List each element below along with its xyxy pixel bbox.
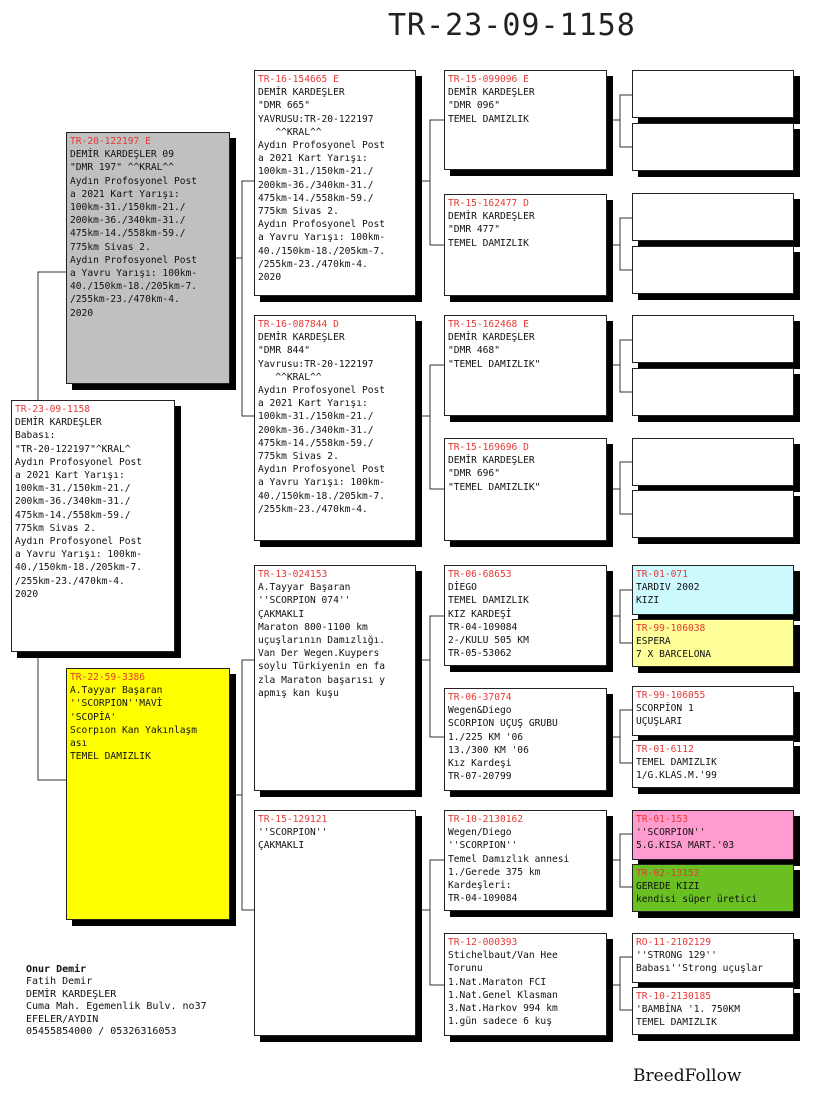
info-line: zla Maraton başarısı y: [258, 674, 386, 686]
info-line: 100km-31./150km-21./: [15, 483, 131, 495]
info-line: a Yavru Yarışı: 100km-: [258, 477, 386, 489]
pedigree-box-gen5-13[interactable]: [632, 810, 794, 860]
info-line: Maraton 800-1100 km: [258, 621, 368, 633]
info-line: 1./Gerede 375 km: [448, 866, 541, 878]
info-line: 1./225 KM '06: [448, 731, 524, 743]
info-line: 1.Nat.Maraton FCI: [448, 976, 547, 988]
ring-number: TR-15-129121: [258, 814, 328, 825]
info-line: a 2021 Kart Yarışı:: [15, 470, 125, 482]
ring-number: TR-15-099096 E: [448, 74, 529, 85]
info-line: GEREDE KIZI: [636, 881, 700, 893]
pedigree-box-dd[interactable]: [254, 810, 416, 1036]
info-line: ''SCORPION 074'': [258, 595, 351, 607]
info-line: Aydın Profosyonel Post: [258, 464, 386, 476]
info-line: 475km-14./558km-59./: [70, 228, 186, 240]
info-line: 40./150km-18./205km-7.: [258, 490, 386, 502]
ring-number: TR-99-106055: [636, 690, 706, 701]
info-line: 13./300 KM '06: [448, 744, 529, 756]
info-line: TR-04-109084: [448, 893, 518, 905]
info-line: 3.Nat.Harkov 994 km: [448, 1003, 558, 1015]
ring-number: TR-23-09-1158: [15, 404, 91, 415]
pedigree-box-ss[interactable]: [254, 70, 416, 296]
pedigree-box-gen5-1[interactable]: [632, 70, 794, 118]
info-line: UÇUŞLARI: [636, 716, 683, 728]
pedigree-box-subject[interactable]: [11, 400, 175, 652]
info-line: 40./150km-18./205km-7.: [70, 281, 198, 293]
info-line: 2-/KULU 505 KM: [448, 635, 529, 647]
owner-line: DEMİR KARDEŞLER: [26, 988, 117, 1000]
info-line: YAVRUSU:TR-20-122197: [258, 113, 374, 125]
info-line: TEMEL DAMIZLIK: [636, 1017, 717, 1029]
info-line: TEMEL DAMIZLIK: [448, 237, 529, 249]
ring-number: TR-02-13152: [636, 868, 700, 879]
info-line: Aydın Profosyonel Post: [258, 140, 386, 152]
pedigree-box-gen5-3[interactable]: [632, 193, 794, 241]
pedigree-box-gen5-11[interactable]: [632, 686, 794, 736]
info-line: /255km-23./470km-4.: [15, 575, 125, 587]
info-line: TR-07-20799: [448, 771, 512, 783]
info-line: DEMİR KARDEŞLER: [258, 332, 345, 344]
ring-number: TR-16-154665 E: [258, 74, 339, 85]
pedigree-box-gen5-8[interactable]: [632, 490, 794, 538]
pedigree-box-sd[interactable]: [254, 315, 416, 541]
info-line: 475km-14./558km-59./: [258, 192, 374, 204]
info-line: ası: [70, 738, 88, 750]
info-line: Aydın Profosyonel Post: [15, 456, 143, 468]
info-line: TARDIV 2002: [636, 582, 700, 594]
owner-line: Cuma Mah. Egemenlik Bulv. no37: [26, 1001, 207, 1013]
pedigree-box-sds[interactable]: [444, 315, 607, 416]
info-line: 475km-14./558km-59./: [15, 509, 131, 521]
pedigree-box-gen5-14[interactable]: [632, 864, 794, 912]
owner-line: Fatih Demir: [26, 976, 93, 988]
info-line: "DMR 197" ^^KRAL^^: [70, 162, 174, 174]
info-line: "TR-20-122197"^KRAL^: [15, 443, 131, 455]
info-line: 200km-36./340km-31./: [15, 496, 131, 508]
info-line: Aydın Profosyonel Post: [70, 175, 198, 187]
info-line: 775km Sivas 2.: [258, 451, 339, 463]
owner-info: [26, 964, 207, 1038]
info-line: 475km-14./558km-59./: [258, 437, 374, 449]
info-line: /255km-23./470km-4.: [258, 503, 368, 515]
info-line: 775km Sivas 2.: [15, 522, 96, 534]
info-line: "TEMEL DAMIZLIK": [448, 481, 541, 493]
info-line: ''SCORPION''MAVİ: [70, 698, 163, 710]
owner-line: 05455854000 / 05326316053: [26, 1026, 177, 1038]
owner-line: EFELER/AYDIN: [26, 1013, 99, 1025]
info-line: TEMEL DAMIZLIK: [448, 595, 529, 607]
info-line: /255km-23./470km-4.: [258, 258, 368, 270]
info-line: a 2021 Kart Yarışı:: [258, 398, 368, 410]
pedigree-box-dds[interactable]: [444, 810, 607, 911]
info-line: 200km-36./340km-31./: [258, 424, 374, 436]
info-line: Wegen&Diego: [448, 705, 512, 717]
ring-number: TR-12-000393: [448, 937, 518, 948]
info-line: 775km Sivas 2.: [70, 241, 151, 253]
info-line: Aydın Profosyonel Post: [15, 536, 143, 548]
info-line: Stichelbaut/Van Hee: [448, 950, 558, 962]
ring-number: TR-20-122197 E: [70, 136, 151, 147]
info-line: kendisi süper üretici: [636, 894, 758, 906]
info-line: TR-04-109084: [448, 621, 518, 633]
info-line: "DMR 665": [258, 100, 310, 112]
pedigree-box-ddd[interactable]: [444, 933, 607, 1036]
info-line: ''STRONG 129'': [636, 950, 717, 962]
info-line: 'SCOPİA': [70, 711, 117, 723]
info-line: Kardeşleri:: [448, 880, 512, 892]
info-line: "DMR 844": [258, 345, 310, 357]
pedigree-box-gen5-10[interactable]: [632, 619, 794, 667]
info-line: DEMİR KARDEŞLER: [448, 455, 535, 467]
ring-number: TR-01-153: [636, 814, 688, 825]
info-line: 1.gün sadece 6 kuş: [448, 1016, 552, 1028]
info-line: a 2021 Kart Yarışı:: [258, 153, 368, 165]
info-line: 2020: [258, 272, 282, 284]
info-line: 7 X BARCELONA: [636, 649, 712, 661]
info-line: "TEMEL DAMIZLIK": [448, 358, 541, 370]
info-line: ÇAKMAKLI: [258, 608, 305, 620]
info-line: 1.Nat.Genel Klasman: [448, 989, 558, 1001]
pedigree-box-sdd[interactable]: [444, 438, 607, 541]
pedigree-box-dam[interactable]: [66, 668, 230, 920]
pedigree-box-gen5-9[interactable]: [632, 565, 794, 615]
ring-number: TR-15-162477 D: [448, 198, 529, 209]
info-line: "DMR 468": [448, 345, 500, 357]
info-line: TEMEL DAMIZLIK: [448, 113, 529, 125]
ring-number: TR-22-59-3386: [70, 672, 146, 683]
pedigree-box-gen5-4[interactable]: [632, 246, 794, 294]
info-line: Aydın Profosyonel Post: [70, 254, 198, 266]
ring-number: TR-16-087844 D: [258, 319, 339, 330]
pedigree-box-gen5-5[interactable]: [632, 315, 794, 363]
info-line: Van Der Wegen.Kuypers: [258, 648, 380, 660]
info-line: ''SCORPION'': [258, 827, 328, 839]
info-line: ^^KRAL^^: [258, 371, 322, 383]
info-line: TR-05-53062: [448, 648, 512, 660]
info-line: ÇAKMAKLI: [258, 840, 305, 852]
info-line: Aydın Profosyonel Post: [258, 219, 386, 231]
info-line: /255km-23./470km-4.: [70, 294, 180, 306]
info-line: SCORPİON 1: [636, 703, 694, 715]
info-line: TEMEL DAMIZLIK: [70, 751, 151, 763]
info-line: 100km-31./150km-21./: [258, 411, 374, 423]
info-line: Torunu: [448, 963, 483, 975]
pedigree-box-gen5-7[interactable]: [632, 438, 794, 486]
info-line: DİEGO: [448, 582, 477, 594]
info-line: Yavrusu:TR-20-122197: [258, 358, 374, 370]
pedigree-box-gen5-2[interactable]: [632, 123, 794, 171]
info-line: ESPERA: [636, 636, 671, 648]
info-line: Babası:: [15, 430, 56, 442]
brand-logo-text: BreedFollow: [633, 1066, 742, 1086]
info-line: Babası''Strong uçuşlar: [636, 963, 764, 975]
pedigree-box-dsd[interactable]: [444, 688, 607, 791]
info-line: DEMİR KARDEŞLER: [448, 211, 535, 223]
info-line: a 2021 Kart Yarışı:: [70, 188, 180, 200]
info-line: ''SCORPION'': [448, 840, 518, 852]
pedigree-box-gen5-6[interactable]: [632, 368, 794, 416]
info-line: a Yavru Yarışı: 100km-: [70, 268, 198, 280]
ring-number: TR-01-6112: [636, 744, 694, 755]
info-line: DEMİR KARDEŞLER: [15, 417, 102, 429]
info-line: "DMR 096": [448, 100, 500, 112]
info-line: a Yavru Yarışı: 100km-: [258, 232, 386, 244]
info-line: 1/G.KLAS.M.'99: [636, 770, 717, 782]
info-line: TEMEL DAMIZLIK: [636, 757, 717, 769]
info-line: DEMİR KARDEŞLER: [258, 87, 345, 99]
ring-number: TR-15-169696 D: [448, 442, 529, 453]
info-line: 200km-36./340km-31./: [258, 179, 374, 191]
pedigree-box-gen5-12[interactable]: [632, 740, 794, 788]
info-line: 200km-36./340km-31./: [70, 215, 186, 227]
pedigree-box-ds[interactable]: [254, 565, 416, 791]
ring-number: TR-13-024153: [258, 569, 328, 580]
info-line: 5.G.KISA MART.'03: [636, 840, 735, 852]
info-line: DEMİR KARDEŞLER 09: [70, 149, 174, 161]
ring-number: RO-11-2102129: [636, 937, 712, 948]
info-line: 40./150km-18./205km-7.: [258, 245, 386, 257]
info-line: Scorpıon Kan Yakınlaşm: [70, 724, 198, 736]
info-line: "DMR 477": [448, 224, 500, 236]
info-line: uçuşlarının Damızlığı.: [258, 635, 386, 647]
ring-number: TR-99-106038: [636, 623, 706, 634]
info-line: ^^KRAL^^: [258, 126, 322, 138]
pedigree-box-gen5-15[interactable]: [632, 933, 794, 983]
info-line: 100km-31./150km-21./: [258, 166, 374, 178]
pedigree-box-sire[interactable]: [66, 132, 230, 384]
info-line: A.Tayyar Başaran: [70, 685, 163, 697]
ring-number: TR-15-162468 E: [448, 319, 529, 330]
pedigree-box-sss[interactable]: [444, 70, 607, 170]
pedigree-box-ssd[interactable]: [444, 194, 607, 296]
info-line: A.Tayyar Başaran: [258, 582, 351, 594]
info-line: DEMİR KARDEŞLER: [448, 87, 535, 99]
info-line: 40./150km-18./205km-7.: [15, 562, 143, 574]
info-line: 2020: [70, 307, 94, 319]
info-line: 'BAMBİNA '1. 750KM: [636, 1004, 740, 1016]
info-line: Aydın Profosyonel Post: [258, 385, 386, 397]
info-line: apmış kan kuşu: [258, 687, 339, 699]
info-line: ''SCORPION'': [636, 827, 706, 839]
info-line: 100km-31./150km-21./: [70, 202, 186, 214]
info-line: Kız Kardeşi: [448, 758, 512, 770]
pedigree-box-dss[interactable]: [444, 565, 607, 666]
ring-number: TR-10-2130185: [636, 991, 712, 1002]
info-line: 2020: [15, 588, 39, 600]
ring-number: TR-01-071: [636, 569, 688, 580]
info-line: Temel Damızlık annesi: [448, 853, 570, 865]
info-line: a Yavru Yarışı: 100km-: [15, 549, 143, 561]
owner-name: Onur Demir: [26, 964, 87, 975]
ring-number: TR-06-68653: [448, 569, 512, 580]
info-line: 775km Sivas 2.: [258, 206, 339, 218]
ring-number: TR-10-2130162: [448, 814, 524, 825]
pedigree-title: TR-23-09-1158: [388, 8, 636, 43]
info-line: KIZI: [636, 595, 660, 607]
info-line: "DMR 696": [448, 468, 500, 480]
ring-number: TR-06-37074: [448, 692, 512, 703]
info-line: DEMİR KARDEŞLER: [448, 332, 535, 344]
pedigree-box-gen5-16[interactable]: [632, 987, 794, 1035]
info-line: soylu Türkiyenin en fa: [258, 661, 386, 673]
info-line: Wegen/Diego: [448, 827, 512, 839]
info-line: SCORPION UÇUŞ GRUBU: [448, 718, 558, 730]
info-line: KIZ KARDEŞİ: [448, 608, 512, 620]
